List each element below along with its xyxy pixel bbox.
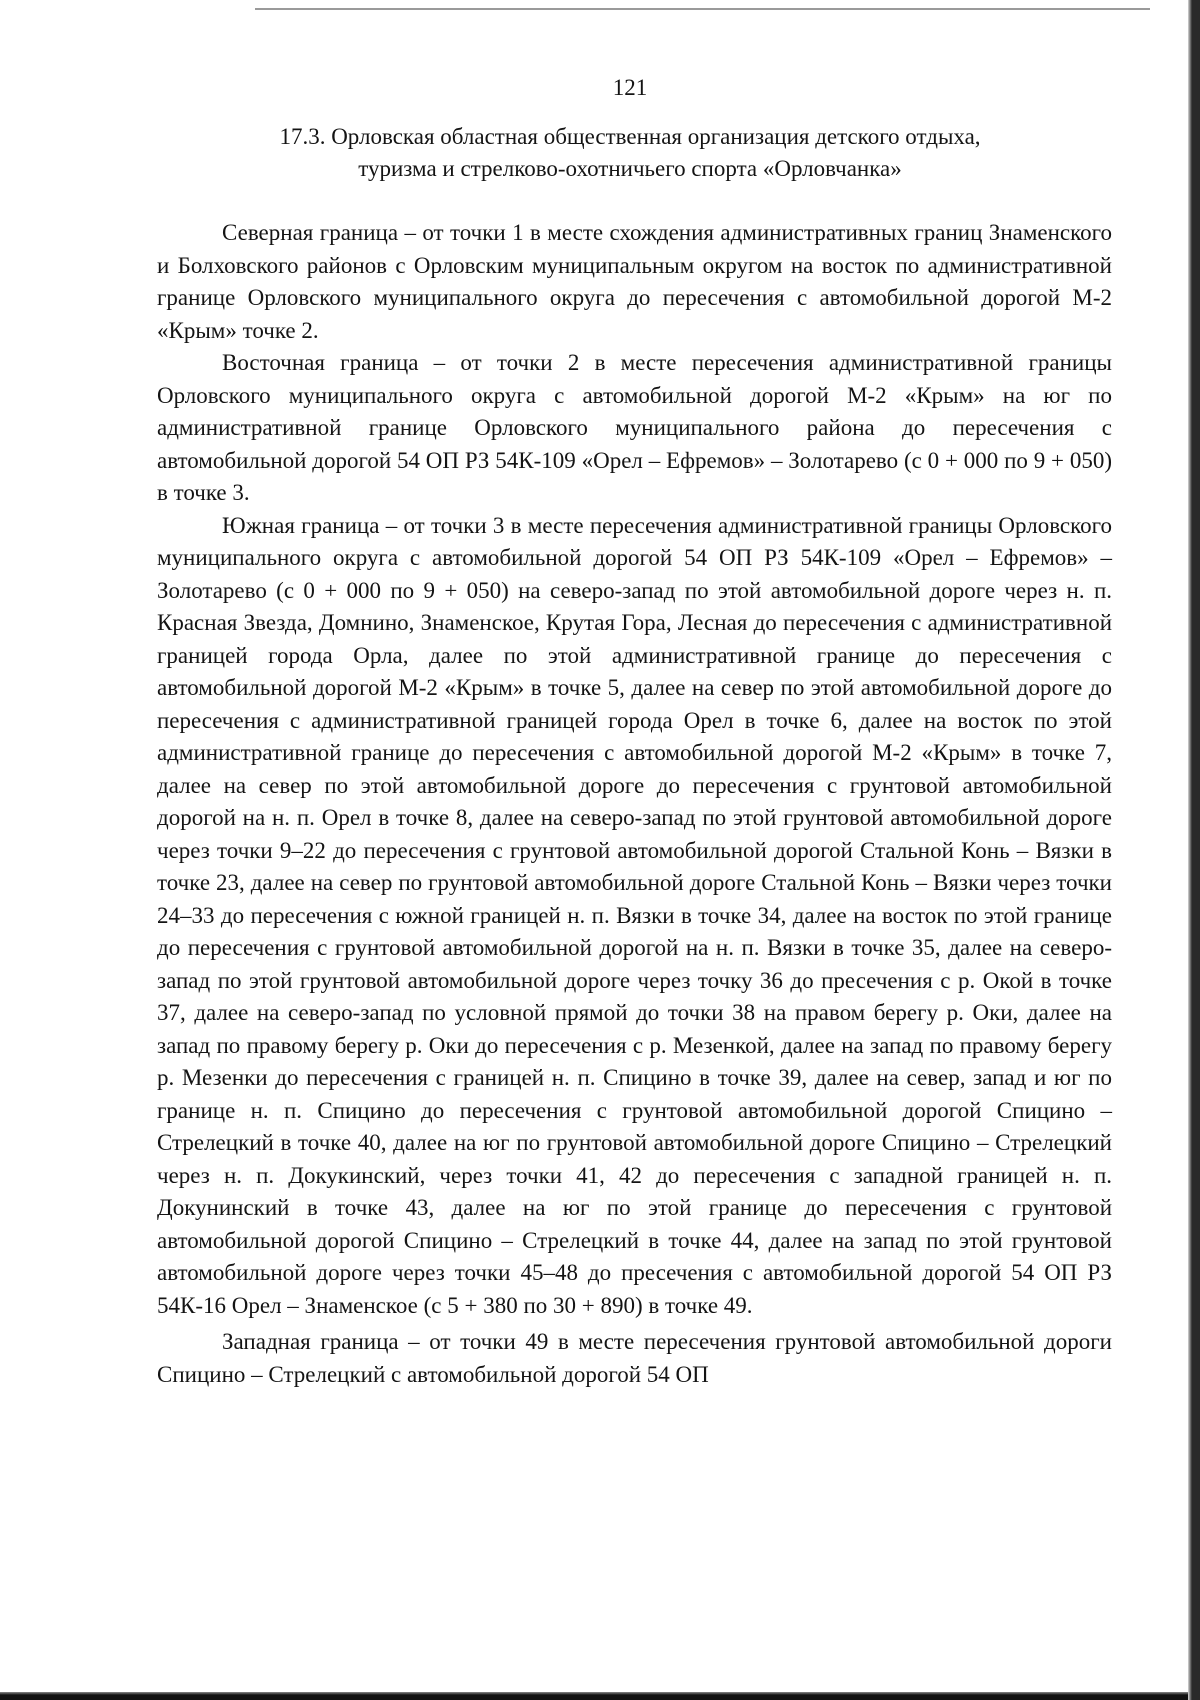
paragraph-eastern-boundary: Восточная граница – от точки 2 в месте пересечения административной границы Орловского муниципального округа с автомобильной дорогой М-2 «Крым» на юг по административной границе Орловского муниципального района до пересечения с автомобильной дорогой 54 ОП РЗ 54К-109 «Орел – Ефремов» – Золотарево (с 0 + 000 по 9 + 050) в точке 3.: [157, 350, 1112, 505]
scan-bottom-edge: [0, 1692, 1188, 1700]
scan-right-edge: [1188, 0, 1200, 1700]
scan-top-edge-line: [255, 8, 1150, 10]
section-heading-line-2: туризма и стрелково-охотничьего спорта «Орловчанка»: [358, 156, 902, 181]
paragraph-western-boundary: Западная граница – от точки 49 в месте пересечения грунтовой автомобильной дороги Спицино – Стрелецкий с автомобильной дорогой 54 ОП: [157, 1329, 1112, 1387]
paragraph-northern-boundary: Северная граница – от точки 1 в месте схождения административных границ Знаменского и Болховского районов с Орловским муниципальным округом на восток по административной границе Орловского муниципального округа до пересечения с автомобильной дорогой М-2 «Крым» точке 2.: [157, 220, 1112, 343]
page-number: 121: [612, 75, 648, 100]
section-heading-line-1: 17.3. Орловская областная общественная организация детского отдыха,: [279, 124, 981, 149]
section-heading: [0, 121, 1200, 185]
paragraph-southern-boundary: Южная граница – от точки 3 в месте пересечения административной границы Орловского муниципального округа с автомобильной дорогой 54 ОП РЗ 54К-109 «Орел – Ефремов» – Золотарево (с 0 + 000 по 9 + 050) на северо-запад по этой автомобильной дороге через н. п. Красная Звезда, Домнино, Знаменское, Крутая Гора, Лесная до пересечения с административной границей города Орла, далее по этой административной границе до пересечения с автомобильной дорогой М-2 «Крым» в точке 5, далее на север по этой автомобильной дороге до пересечения с административной границей города Орел в точке 6, далее на восток по этой административной границе до пересечения с автомобильной дорогой М-2 «Крым» в точке 7, далее на север по этой автомобильной дороге до пересечения с грунтовой автомобильной дорогой на н. п. Орел в точке 8, далее на северо-запад по этой грунтовой автомобильной дороге через точки 9–22 до пересечения с грунтовой автомобильной дорогой Стальной Конь – Вязки в точке 23, далее на север по грунтовой автомобильной дороге Стальной Конь – Вязки через точки 24–33 до пересечения с южной границей н. п. Вязки в точке 34, далее на восток по этой границе до пересечения с грунтовой автомобильной дорогой на н. п. Вязки в точке 35, далее на северо-запад по этой грунтовой автомобильной дороге через точку 36 до пресечения с р. Окой в точке 37, далее на северо-запад по условной прямой до точки 38 на правом берегу р. Оки, далее на запад по правому берегу р. Оки до пересечения с р. Мезенкой, далее на запад по правому берегу р. Мезенки до пересечения с границей н. п. Спицино в точке 39, далее на север, запад и юг по границе н. п. Спицино до пересечения с грунтовой автомобильной дорогой Спицино – Стрелецкий в точке 40, далее на юг по грунтовой автомобильной дороге Спицино – Стрелецкий через н. п. Докукинский, через точки 41, 42 до пересечения с западной границей н. п. Докунинский в точке 43, далее на юг по этой границе до пересечения с грунтовой автомобильной дорогой Спицино – Стрелецкий в точке 44, далее на запад по этой грунтовой автомобильной дороге через точки 45–48 до пресечения с автомобильной дорогой 54 ОП РЗ 54К-16 Орел – Знаменское (с 5 + 380 по 30 + 890) в точке 49.: [157, 512, 1112, 1318]
document-body: [157, 217, 1112, 1391]
